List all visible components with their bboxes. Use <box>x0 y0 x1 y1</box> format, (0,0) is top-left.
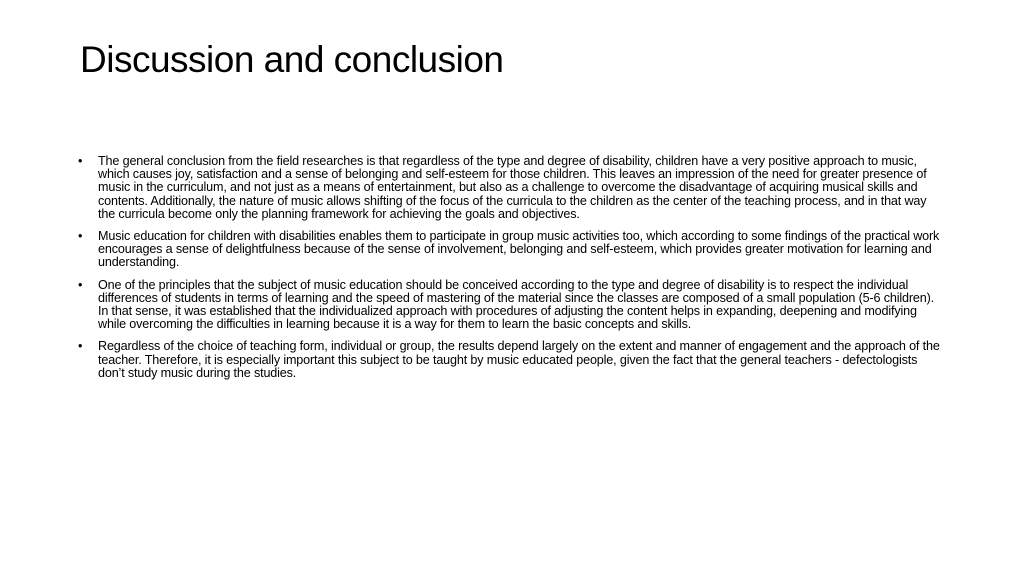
bullet-marker: • <box>78 277 83 292</box>
bullet-marker: • <box>78 154 83 168</box>
slide-title: Discussion and conclusion <box>80 39 504 80</box>
bullet-item <box>78 230 942 270</box>
bullet-marker: • <box>78 229 83 244</box>
bullet-marker: • <box>78 339 83 354</box>
bullet-text: Music education for children with disabilities enables them to participate in group music activities too, which according to some findings of the practical work encourages a sense of delightfulness because of the sense of involvement, belonging and self-esteem, which provides greater motivation for learning and understanding. <box>98 229 940 270</box>
bullet-item <box>78 155 942 221</box>
bullet-item <box>78 340 942 380</box>
bullet-item <box>78 279 942 332</box>
bullet-text: The general conclusion from the field researches is that regardless of the type and degree of disability, children have a very positive approach to music, which causes joy, satisfaction and a sense of belonging and self-esteem for those children. This leaves an impression of the need for greater presence of music in the curriculum, and not just as a means of entertainment, but also as a challenge to overcome the disadvantage of acquiring musical skills and contents. Additionally, the nature of music allows shifting of the focus of the curricula to the children as the center of the teaching process, and in that way the curricula become only the planning framework for achieving the goals and objectives. <box>98 154 927 221</box>
bullet-text: One of the principles that the subject of music education should be conceived according to the type and degree of disability is to respect the individual differences of students in terms of learning and the speed of mastering of the material since the classes are composed of a small population (5-6 children). In that sense, it was established that the individualized approach with procedures of adjusting the content helps in expanding, deepening and modifying while overcoming the difficulties in learning because it is a way for them to learn the basic concepts and skills. <box>98 277 935 332</box>
bullet-list <box>78 155 942 389</box>
bullet-text: Regardless of the choice of teaching form, individual or group, the results depend largely on the extent and manner of engagement and the approach of the teacher. Therefore, it is especially important this subject to be taught by music educated people, given the fact that the general teachers - defectologists don’t study music during the studies. <box>98 339 940 380</box>
